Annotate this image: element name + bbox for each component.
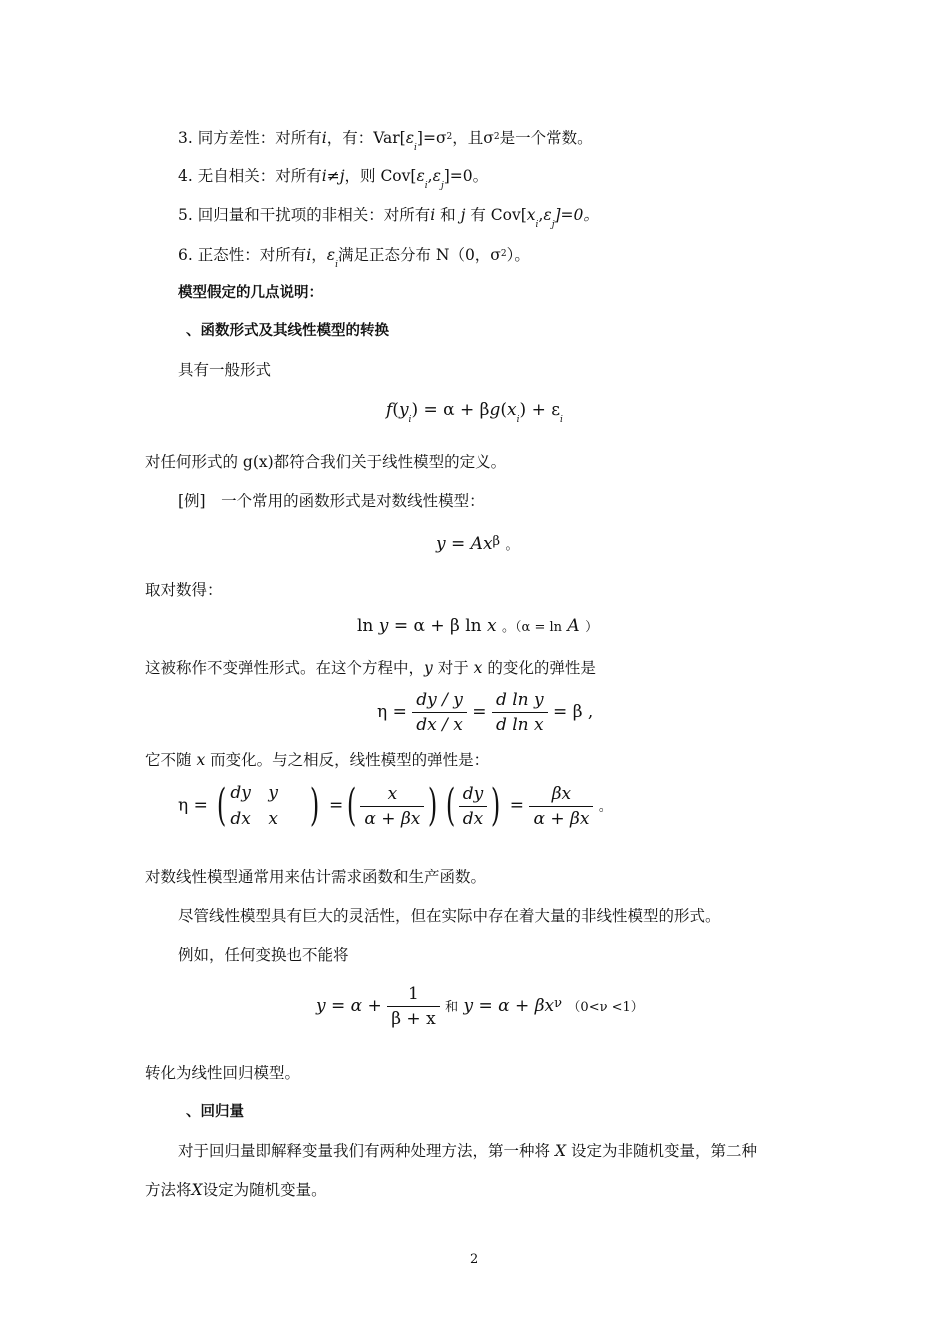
item-label: 同方差性：对所有 bbox=[197, 129, 322, 147]
fraction bbox=[492, 690, 548, 735]
text-part: 这被称作不变弹性形式。在这个方程中， bbox=[145, 659, 425, 677]
eq-part: = bbox=[472, 702, 487, 722]
eq-y: y bbox=[436, 534, 446, 554]
item-label: 回归量和干扰项的非相关：对所有 bbox=[197, 206, 431, 224]
subscript: i bbox=[516, 415, 520, 425]
var-X: X bbox=[554, 1142, 566, 1160]
denominator: α + βx bbox=[364, 808, 421, 829]
var-ij: i≠j bbox=[321, 167, 345, 185]
eq-part: 和 bbox=[445, 1000, 459, 1015]
equation-loglinear bbox=[357, 616, 598, 636]
paragraph-any-gx: 对任何形式的 g(x)都符合我们关于线性模型的定义。 bbox=[145, 453, 507, 471]
equation-elasticity-loglinear bbox=[377, 690, 593, 735]
text-part: ，有：Var[ bbox=[326, 129, 406, 147]
paragraph-flexible: 尽管线性模型具有巨大的灵活性，但在实际中存在着大量的非线性模型的形式。 bbox=[178, 907, 721, 925]
subscript: i bbox=[535, 220, 539, 230]
text-part: 满足正态分布 N（0，σ bbox=[337, 246, 501, 264]
eq-part: ） bbox=[585, 620, 599, 635]
page-number: 2 bbox=[470, 1252, 479, 1267]
epsilon: ε bbox=[432, 167, 441, 185]
paragraph-general-form: 具有一般形式 bbox=[178, 361, 272, 379]
text-part: 方法将 bbox=[145, 1181, 192, 1199]
eq-eta: η = bbox=[178, 795, 208, 816]
eq-part: 。 bbox=[598, 799, 612, 815]
item-number: 5. bbox=[178, 206, 193, 224]
item-number: 3. bbox=[178, 129, 193, 147]
epsilon: ε bbox=[543, 206, 552, 224]
text-part: 而变化。与之相反，线性模型的弹性是： bbox=[210, 751, 490, 769]
numerator: x bbox=[360, 784, 424, 807]
text-part: 设定为随机变量。 bbox=[202, 1181, 327, 1199]
fraction bbox=[529, 784, 593, 829]
equation-elasticity-linear bbox=[178, 780, 612, 831]
left-paren: ( bbox=[445, 780, 455, 831]
eq-part: = bbox=[451, 534, 466, 554]
subscript: i bbox=[408, 415, 412, 425]
denominator: dx / x bbox=[416, 715, 463, 735]
equation-general: $f(y_i) = \alpha + \beta g(x_i) + \varepsilon_i$ bbox=[386, 400, 563, 425]
eq-g: g bbox=[489, 400, 501, 420]
eq-part: y = α + bbox=[316, 996, 382, 1016]
text-part: 的变化的弹性是 bbox=[487, 659, 596, 677]
eq-part: = β , bbox=[553, 702, 594, 722]
numerator: dy bbox=[459, 784, 488, 807]
fraction bbox=[387, 984, 439, 1029]
eq-part: + ε bbox=[531, 400, 561, 420]
epsilon: ε bbox=[405, 129, 415, 147]
text-part: 它不随 bbox=[145, 751, 192, 769]
eq-part: 。 bbox=[505, 538, 519, 553]
text-part: ]=0。 bbox=[554, 206, 599, 224]
right-paren: ) bbox=[491, 780, 501, 831]
item-label: 正态性：对所有 bbox=[197, 246, 307, 264]
subscript: i bbox=[414, 143, 417, 153]
numerator: βx bbox=[529, 784, 593, 807]
eq-x: x bbox=[487, 616, 497, 636]
numerator: d ln y bbox=[492, 690, 548, 713]
matrix-cell: y bbox=[268, 783, 279, 803]
var-j: j bbox=[460, 206, 466, 224]
left-paren: ( bbox=[217, 780, 227, 831]
item-label: 无自相关：对所有 bbox=[197, 167, 322, 185]
item-number: 6. bbox=[178, 246, 193, 264]
eq-A: A bbox=[567, 616, 580, 636]
matrix bbox=[230, 783, 306, 829]
var-x: x bbox=[196, 751, 206, 769]
paragraph-usage: 对数线性模型通常用来估计需求函数和生产函数。 bbox=[145, 868, 487, 886]
paragraph-no-change bbox=[145, 750, 489, 770]
var-i: i bbox=[321, 129, 327, 147]
assumption-5 bbox=[178, 205, 599, 228]
text-part: ，且σ bbox=[452, 129, 494, 147]
item-number: 4. bbox=[178, 167, 193, 185]
text-part: 是一个常数。 bbox=[499, 129, 593, 147]
eq-part: = bbox=[509, 795, 525, 816]
var-x: x bbox=[526, 206, 536, 224]
paragraph-elasticity bbox=[145, 658, 596, 678]
subscript: i bbox=[560, 415, 563, 425]
eq-y: y bbox=[378, 616, 389, 636]
eq-ln: ln bbox=[357, 616, 374, 636]
var-X: X bbox=[191, 1181, 203, 1199]
paragraph-regressors-2 bbox=[145, 1180, 327, 1200]
heading-regressors: 、回归量 bbox=[186, 1104, 244, 1120]
paragraph-convert: 转化为线性回归模型。 bbox=[145, 1064, 301, 1082]
eq-part: = α + β ln bbox=[393, 616, 482, 636]
subscript: i bbox=[424, 181, 428, 191]
superscript: 2 bbox=[446, 132, 453, 142]
fraction bbox=[412, 690, 467, 735]
denominator: dx bbox=[462, 808, 484, 829]
subscript: j bbox=[551, 220, 555, 230]
matrix-cell: dy bbox=[230, 783, 251, 803]
eq-x: x bbox=[507, 400, 517, 420]
subscript: j bbox=[440, 181, 444, 191]
paragraph-for-example: 例如，任何变换也不能将 bbox=[178, 946, 349, 964]
matrix-cell: dx bbox=[230, 809, 251, 829]
epsilon: ε bbox=[326, 246, 336, 264]
right-paren: ) bbox=[428, 780, 438, 831]
text-part: ）。 bbox=[506, 246, 530, 264]
epsilon: ε bbox=[416, 167, 425, 185]
paragraph-regressors-1 bbox=[178, 1141, 757, 1161]
text-part: 对于 bbox=[437, 659, 469, 677]
text-part: ]=σ bbox=[416, 129, 447, 147]
var-x: x bbox=[473, 659, 483, 677]
text-part: 有 Cov[ bbox=[470, 206, 527, 224]
heading-notes: 模型假定的几点说明： bbox=[178, 285, 323, 301]
eq-Ax: Ax bbox=[470, 534, 493, 554]
var-y: y bbox=[424, 659, 433, 677]
superscript: 2 bbox=[493, 132, 500, 142]
eq-part: y = α + βx bbox=[463, 996, 555, 1016]
assumption-4 bbox=[178, 166, 488, 189]
superscript: β bbox=[492, 534, 501, 549]
paragraph-example: [例] 一个常用的函数形式是对数线性模型： bbox=[178, 492, 485, 510]
text-part: 和 bbox=[440, 206, 456, 224]
eq-f: f bbox=[386, 400, 393, 420]
eq-part: = bbox=[329, 795, 344, 816]
subscript: i bbox=[335, 260, 338, 270]
assumption-6 bbox=[178, 245, 530, 268]
heading-functional-form: 、函数形式及其线性模型的转换 bbox=[186, 323, 389, 339]
var-i: i bbox=[430, 206, 436, 224]
eq-part: 。（α = ln bbox=[502, 620, 562, 635]
text-part: 对于回归量即解释变量我们有两种处理方法，第一种将 bbox=[178, 1142, 551, 1160]
text-part: 设定为非随机变量，第二种 bbox=[570, 1142, 757, 1160]
fraction bbox=[459, 784, 488, 829]
text-part: , bbox=[538, 206, 544, 224]
fraction bbox=[360, 784, 424, 829]
right-paren: ) bbox=[310, 780, 320, 831]
equation-nonlinear bbox=[316, 984, 644, 1029]
text-part: , bbox=[427, 167, 433, 185]
text-part: ， bbox=[311, 246, 327, 264]
matrix-cell: x bbox=[268, 809, 279, 829]
denominator: α + βx bbox=[533, 808, 590, 829]
eq-part: = α + β bbox=[423, 400, 490, 420]
eq-condition: （0<ν <1） bbox=[567, 1000, 644, 1015]
denominator: β + x bbox=[391, 1009, 436, 1029]
equation-power bbox=[436, 534, 518, 554]
var-i: i bbox=[306, 246, 312, 264]
left-paren: ( bbox=[347, 780, 357, 831]
paragraph-take-log: 取对数得： bbox=[145, 581, 223, 599]
superscript: ν bbox=[554, 996, 563, 1011]
eq-y: y bbox=[398, 400, 409, 420]
assumption-3 bbox=[178, 128, 593, 151]
superscript: 2 bbox=[500, 249, 507, 259]
numerator: dy / y bbox=[412, 690, 467, 713]
text-part: ]=0。 bbox=[443, 167, 489, 185]
text-part: ，则 Cov[ bbox=[344, 167, 417, 185]
denominator: d ln x bbox=[495, 715, 544, 735]
numerator: 1 bbox=[387, 984, 439, 1007]
eq-eta: η = bbox=[377, 702, 407, 722]
